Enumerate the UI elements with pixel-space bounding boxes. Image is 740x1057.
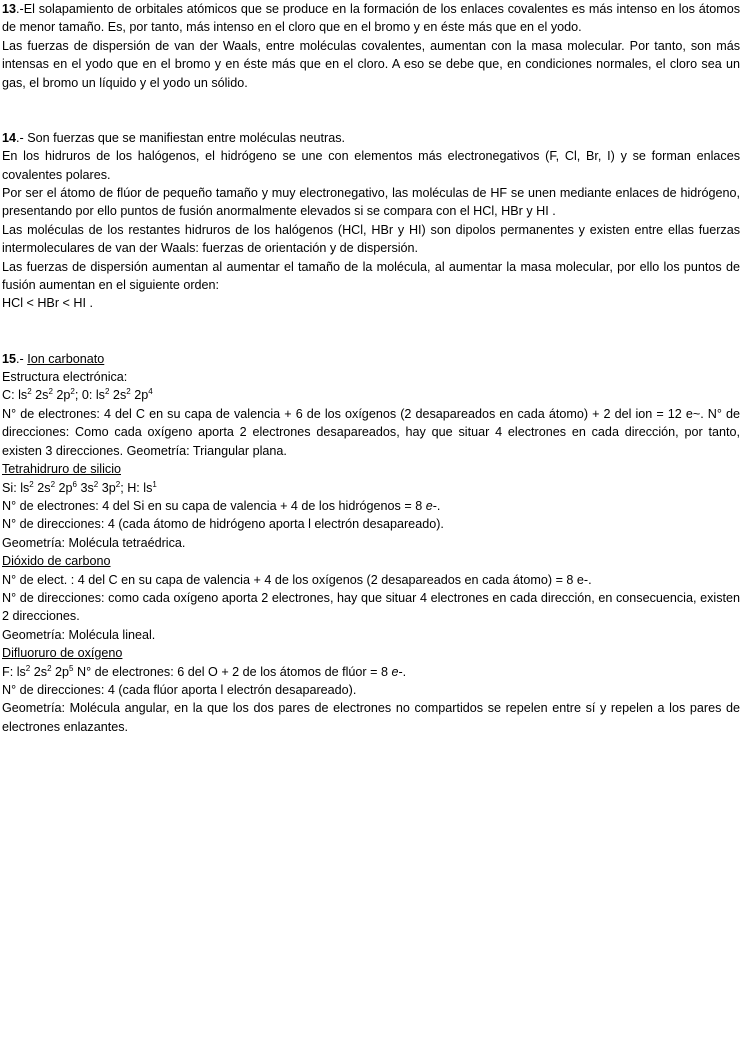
carbonato-estructura-label: Estructura electrónica: xyxy=(2,370,128,385)
carbonato-config: C: $ls^2$ $2s^2$ $2p^2$; 0: $ls^2$ $2s^2$ $2p^4$ xyxy=(2,387,153,403)
difluoruro-direcciones: N° de direcciones: 4 (cada flúor aporta l electrón desapareado). xyxy=(2,682,357,697)
dioxido-electrones: N° de elect. : 4 del C en su capa de valencia + 4 de los oxígenos (2 desapareados en cada átomo) = 8 e-. xyxy=(2,572,592,587)
section-14-paragraph-5: Las fuerzas de dispersión aumentan al aumentar el tamaño de la molécula, al aumentar la masa molecular, por ello los puntos de fusión aumentan en el siguiente orden: xyxy=(2,259,740,293)
section-15-heading: 15.- Ion carbonato xyxy=(2,351,105,366)
silicio-geometria: Geometría: Molécula tetraédrica. xyxy=(2,535,186,550)
dioxido-direcciones: N° de direcciones: como cada oxígeno aporta 2 electrones, hay que situar 4 electrones en cada dirección, en consecuencia, existen 2 direcciones. xyxy=(2,590,740,624)
section-15-number: 15 xyxy=(2,351,17,366)
dioxido-title: Dióxido de carbono xyxy=(2,554,111,569)
section-13-paragraph-2: Las fuerzas de dispersión de van der Waals, entre moléculas covalentes, aumentan con la masa molecular. Por tanto, son más intensas en el yodo que en el bromo y en éste más que en el cloro. A eso se debe que, en condiciones normales, el cloro sea un gas, el bromo un líquido y el yodo un sólido. xyxy=(2,38,740,90)
difluoruro-title: Difluoruro de oxígeno xyxy=(2,646,123,661)
silicio-electrones: N° de electrones: 4 del Si en su capa de valencia + 4 de los hidrógenos = 8 e-. xyxy=(2,498,441,513)
section-14-paragraph-4: Las moléculas de los restantes hidruros de los halógenos (HCl, HBr y HI) son dipolos permanentes y existen entre ellas fuerzas intermoleculares de van der Waals: fuerzas de orientación y de dispersión. xyxy=(2,222,740,256)
section-14-paragraph-3: Por ser el átomo de flúor de pequeño tamaño y muy electronegativo, las moléculas de HF se unen mediante enlaces de hidrógeno, presentando por ello puntos de fusión anormalmente elevados si se compara con el HCl, HBr y HI . xyxy=(2,186,740,219)
silicio-config: Si: $ls^2$ $2s^2$ $2p^6$ $3s^2$ $3p^2$; H: $ls^1$ xyxy=(2,479,157,495)
section-14-paragraph-2: En los hidruros de los halógenos, el hidrógeno se une con elementos más electronegativos (F, Cl, Br, I) y se forman enlaces covalentes polares. xyxy=(2,149,740,182)
section-13-number: 13 xyxy=(2,2,17,16)
carbonato-electrones: N° de electrones: 4 del C en su capa de valencia + 6 de los oxígenos (2 desapareados en cada átomo) + 2 del ion = 12 e~. N° de direcciones: Como cada oxígeno aporta 2 electrones desapareados, hay que situar 4 electrones en cada dirección, por tanto, existen 3 direcciones. Geometría: Triangular plana. xyxy=(2,406,740,458)
section-14-number: 14 xyxy=(2,130,17,145)
section-14-order: HCl < HBr < HI . xyxy=(2,296,93,311)
section-13-paragraph-1: 13.-El solapamiento de orbitales atómicos que se produce en la formación de los enlaces covalentes es más intenso en los átomos de menor tamaño. Es, por tanto, más intenso en el cloro que en el bromo y en éste más que en el yodo. xyxy=(2,2,740,35)
silicio-title: Tetrahidruro de silicio xyxy=(2,462,121,477)
dioxido-geometria: Geometría: Molécula lineal. xyxy=(2,627,156,642)
section-14-paragraph-1: 14.- Son fuerzas que se manifiestan entre moléculas neutras. xyxy=(2,130,346,145)
difluoruro-config-electrones: F: $ls^2$ $2s^2$ $2p^5$ N° de electrones: 6 del O + 2 de los átomos de flúor = 8 e-. xyxy=(2,663,407,679)
carbonato-title: Ion carbonato xyxy=(27,351,105,366)
difluoruro-geometria: Geometría: Molécula angular, en la que los dos pares de electrones no compartidos se repelen entre sí y repelen a los pares de electrones enlazantes. xyxy=(2,701,740,734)
silicio-direcciones: N° de direcciones: 4 (cada átomo de hidrógeno aporta l electrón desapareado). xyxy=(2,517,444,532)
